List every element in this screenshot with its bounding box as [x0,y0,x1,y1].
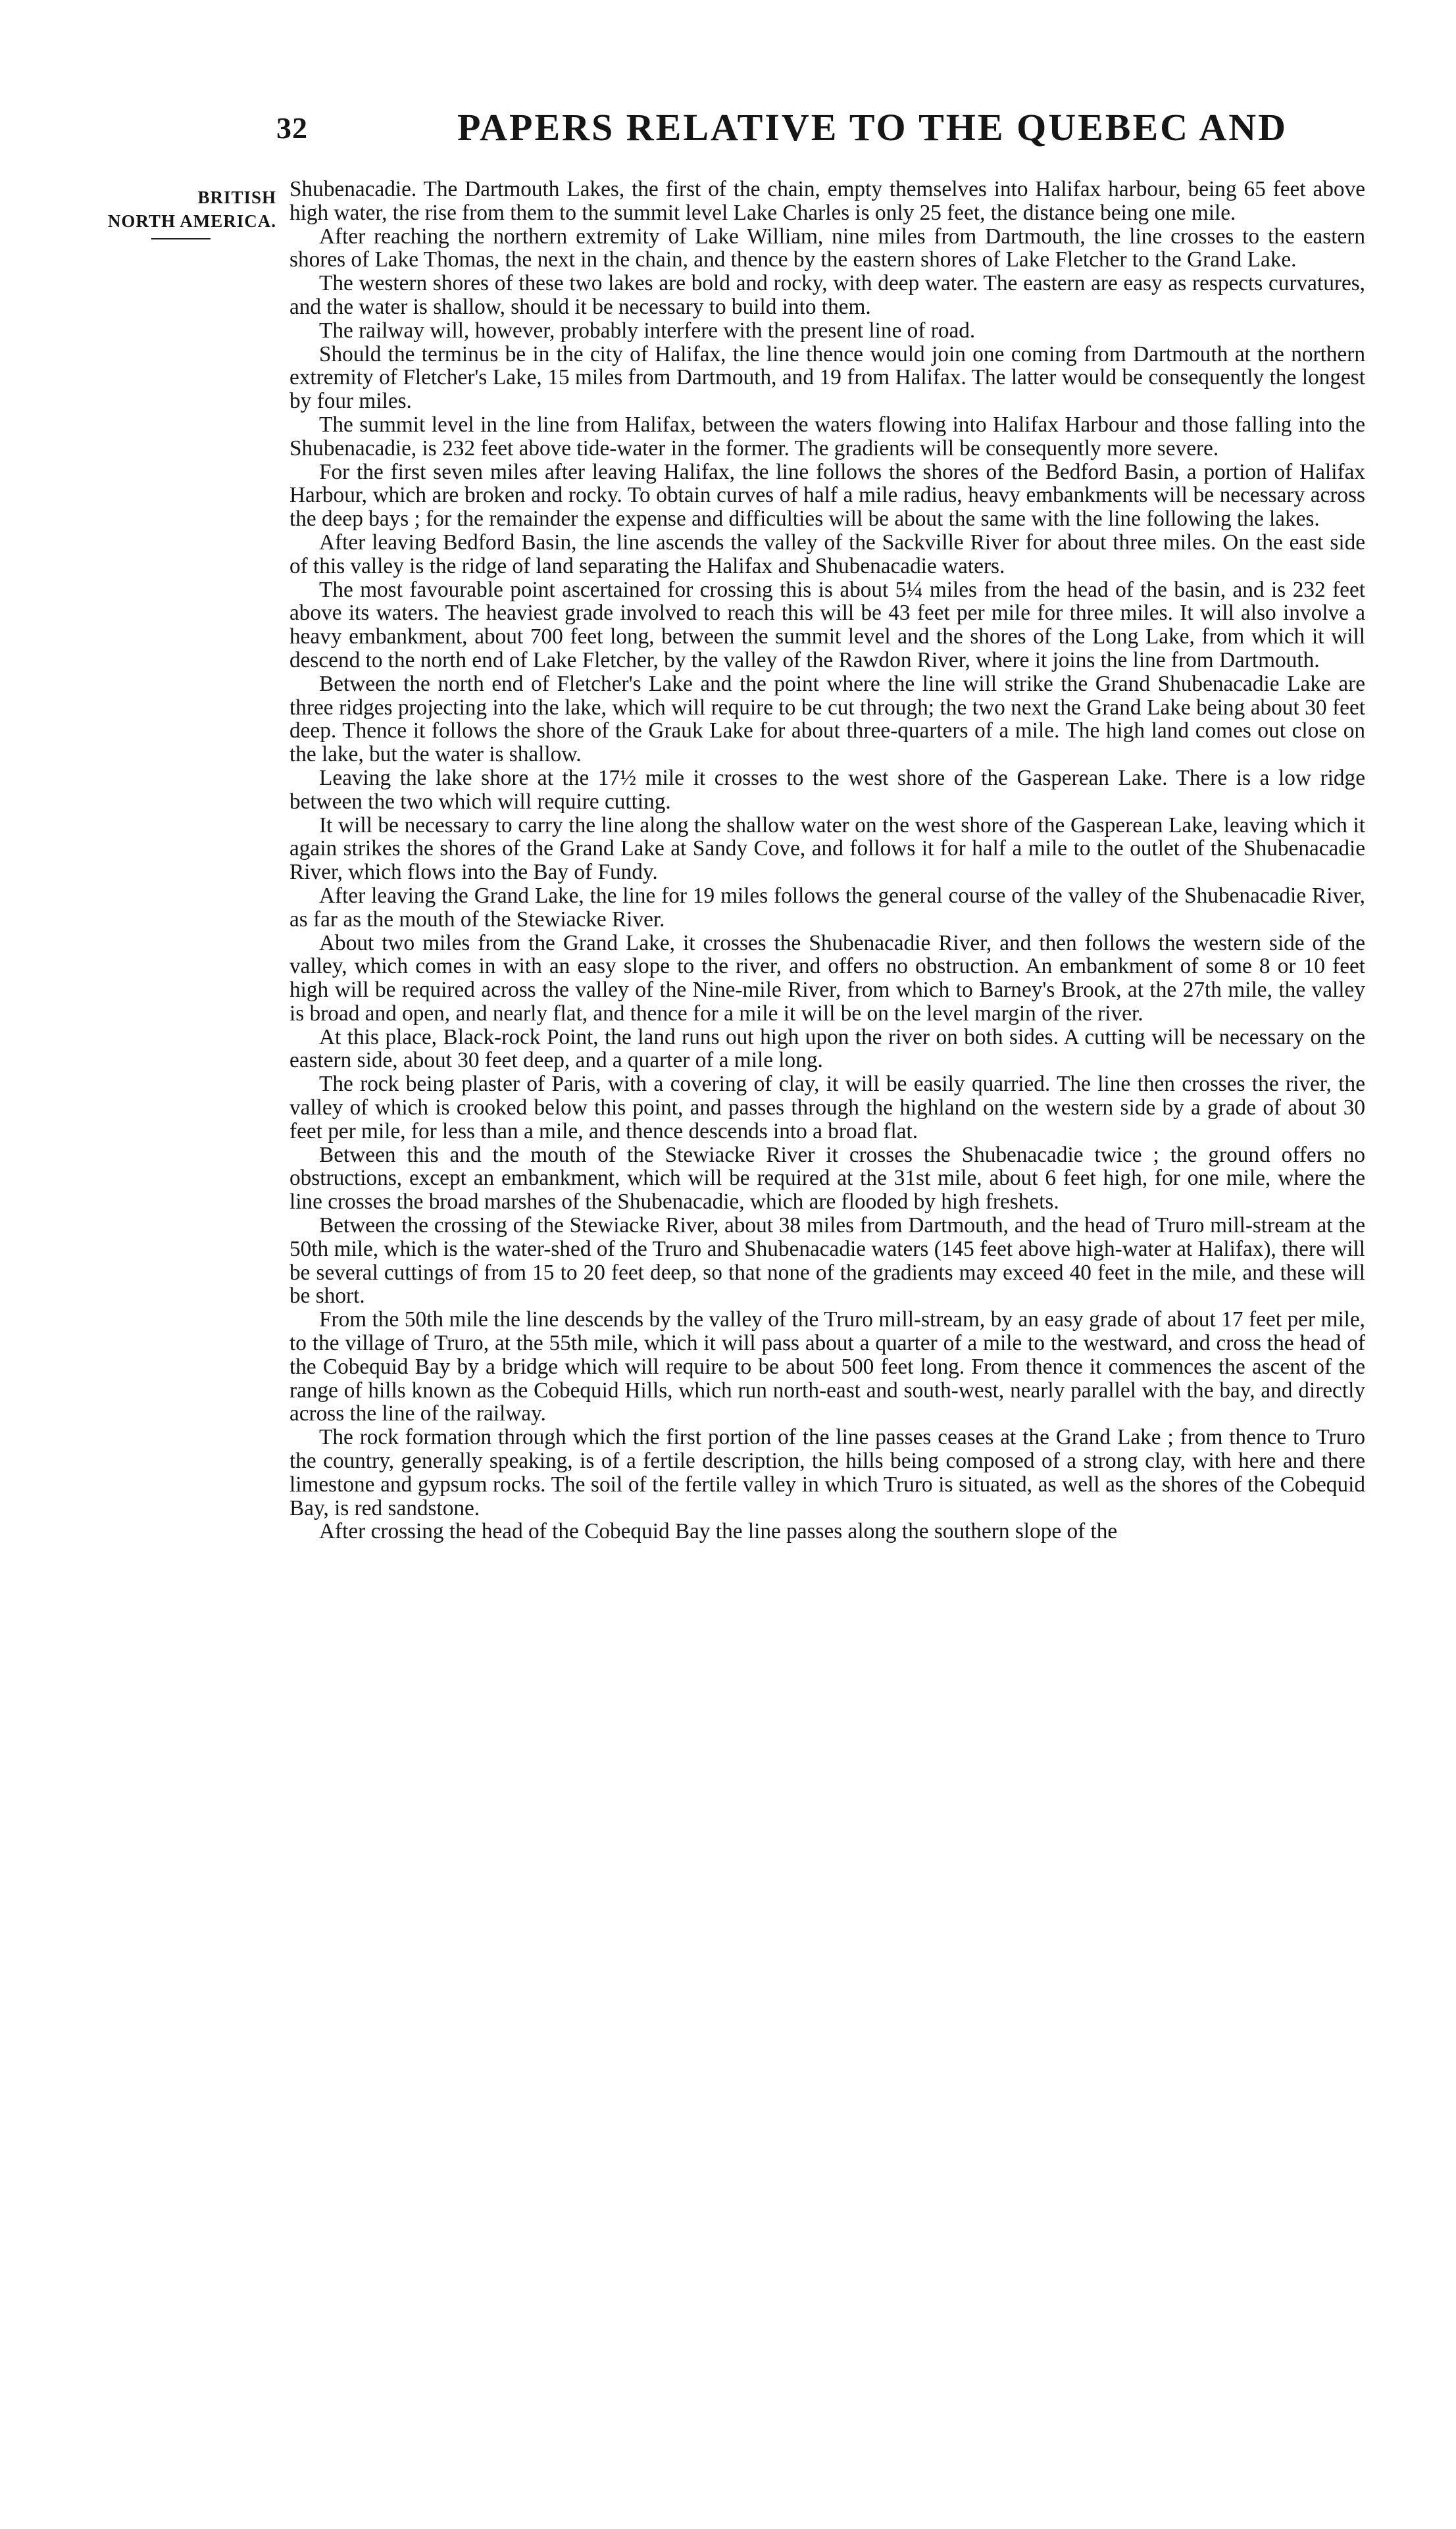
paragraph: From the 50th mile the line descends by the valley of the Truro mill-stream, by an easy grade of about 17 feet per mile, to the village of Truro, at the 55th mile, which it will pass about a quarter of a mile to the westward, and cross the head of the Cobequid Bay by a bridge which will require to be about 500 feet long. From thence it commences the ascent of the range of hills known as the Cobequid Hills, which run north-east and south-west, nearly parallel with the bay, and directly across the line of the railway. [289,1307,1365,1426]
paragraph: The rock formation through which the first portion of the line passes ceases at the Grand Lake ; from thence to Truro the country, generally speaking, is of a fertile description, the hills being composed of a strong clay, with here and there limestone and gypsum rocks. The soil of the fertile valley in which Truro is situated, as well as the shores of the Cobequid Bay, is red sandstone. [289,1425,1365,1520]
paragraph: After leaving Bedford Basin, the line ascends the valley of the Sackville River for about three miles. On the east side of this valley is the ridge of land separating the Halifax and Shubenacadie waters. [289,530,1365,578]
paragraph: The western shores of these two lakes are bold and rocky, with deep water. The eastern are easy as respects curvatures, and the water is shallow, should it be necessary to build into them. [289,271,1365,319]
running-title: PAPERS RELATIVE TO THE QUEBEC AND [457,106,1288,149]
paragraph: The most favourable point ascertained for crossing this is about 5¼ miles from the head of the basin, and is 232 feet above its waters. The heaviest grade involved to reach this will be 43 feet per mile for three miles. It will also involve a heavy embankment, about 700 feet long, between the summit level and the shores of the Long Lake, from which it will descend to the north end of Lake Fletcher, by the valley of the Rawdon River, where it joins the line from Dartmouth. [289,577,1365,672]
body-text [289,178,1365,1543]
paragraph: The summit level in the line from Halifax, between the waters flowing into Halifax Harbour and those falling into the Shubenacadie, is 232 feet above tide-water in the former. The gradients will be consequently more severe. [289,412,1365,461]
page-header [276,105,1355,158]
paragraph: Between this and the mouth of the Stewiacke River it crosses the Shubenacadie twice ; the ground offers no obstructions, except an embankment, which will be required at the 31st mile, about 6 feet high, for one mile, where the line crosses the broad marshes of the Shubenacadie, which are flooded by high freshets. [289,1142,1365,1214]
paragraph: Shubenacadie. The Dartmouth Lakes, the first of the chain, empty themselves into Halifax harbour, being 65 feet above high water, the rise from them to the summit level Lake Charles is only 25 feet, the distance being one mile. [289,177,1365,225]
paragraph: The rock being plaster of Paris, with a covering of clay, it will be easily quarried. The line then crosses the river, the valley of which is crooked below this point, and passes through the highland on the western side by a grade of about 30 feet per mile, for less than a mile, and thence descends into a broad flat. [289,1072,1365,1143]
paragraph: Between the crossing of the Stewiacke River, about 38 miles from Dartmouth, and the head of Truro mill-stream at the 50th mile, which is the water-shed of the Truro and Shubenacadie waters (145 feet above high-water at Halifax), there will be several cuttings of from 15 to 20 feet deep, so that none of the gradients may exceed 40 feet in the mile, and these will be short. [289,1213,1365,1309]
side-note-rule [151,238,211,239]
paragraph: After reaching the northern extremity of Lake William, nine miles from Dartmouth, the line crosses to the eastern shores of Lake Thomas, the next in the chain, and thence by the eastern shores of Lake Fletcher to the Grand Lake. [289,224,1365,272]
side-note-line-1: BRITISH [197,188,276,207]
paragraph: After leaving the Grand Lake, the line for 19 miles follows the general course of the valley of the Shubenacadie River, as far as the mouth of the Stewiacke River. [289,883,1365,932]
paragraph: Should the terminus be in the city of Halifax, the line thence would join one coming from Dartmouth at the northern extremity of Fletcher's Lake, 15 miles from Dartmouth, and 19 from Halifax. The latter would be consequently the longest by four miles. [289,341,1365,414]
paragraph: Between the north end of Fletcher's Lake and the point where the line will strike the Grand Shubenacadie Lake are three ridges projecting into the lake, which will require to be cut through; the two next the Grand Lake being about 30 feet deep. Thence it follows the shore of the Grauk Lake for about three-quarters of a mile. The high land comes out close on the lake, but the water is shallow. [289,671,1365,767]
side-note [72,186,276,233]
paragraph: Leaving the lake shore at the 17½ mile it crosses to the west shore of the Gasperean Lake. There is a low ridge between the two which will require cutting. [289,765,1365,814]
paragraph: The railway will, however, probably interfere with the present line of road. [319,318,976,343]
paragraph: After crossing the head of the Cobequid Bay the line passes along the southern slope of the [319,1519,1118,1544]
side-note-line-2: NORTH AMERICA. [107,211,276,231]
page-number: 32 [276,111,308,145]
paragraph: At this place, Black-rock Point, the land runs out high upon the river on both sides. A cutting will be necessary on the eastern side, about 30 feet deep, and a quarter of a mile long. [289,1024,1365,1073]
paragraph: For the first seven miles after leaving Halifax, the line follows the shores of the Bedford Basin, a portion of Halifax Harbour, which are broken and rocky. To obtain curves of half a mile radius, heavy embankments will be necessary across the deep bays ; for the remainder the expense and difficulties will be about the same with the line following the lakes. [289,459,1365,532]
paragraph: About two miles from the Grand Lake, it crosses the Shubenacadie River, and then follows the western side of the valley, which comes in with an easy slope to the river, and offers no obstruction. An embankment of some 8 or 10 feet high will be required across the valley of the Nine-mile River, from which to Barney's Brook, at the 27th mile, the valley is broad and open, and nearly flat, and thence for a mile it will be on the level margin of the river. [289,930,1365,1026]
paragraph: It will be necessary to carry the line along the shallow water on the west shore of the Gasperean Lake, leaving which it again strikes the shores of the Grand Lake at Sandy Cove, and follows it for half a mile to the outlet of the Shubenacadie River, which flows into the Bay of Fundy. [289,813,1365,885]
